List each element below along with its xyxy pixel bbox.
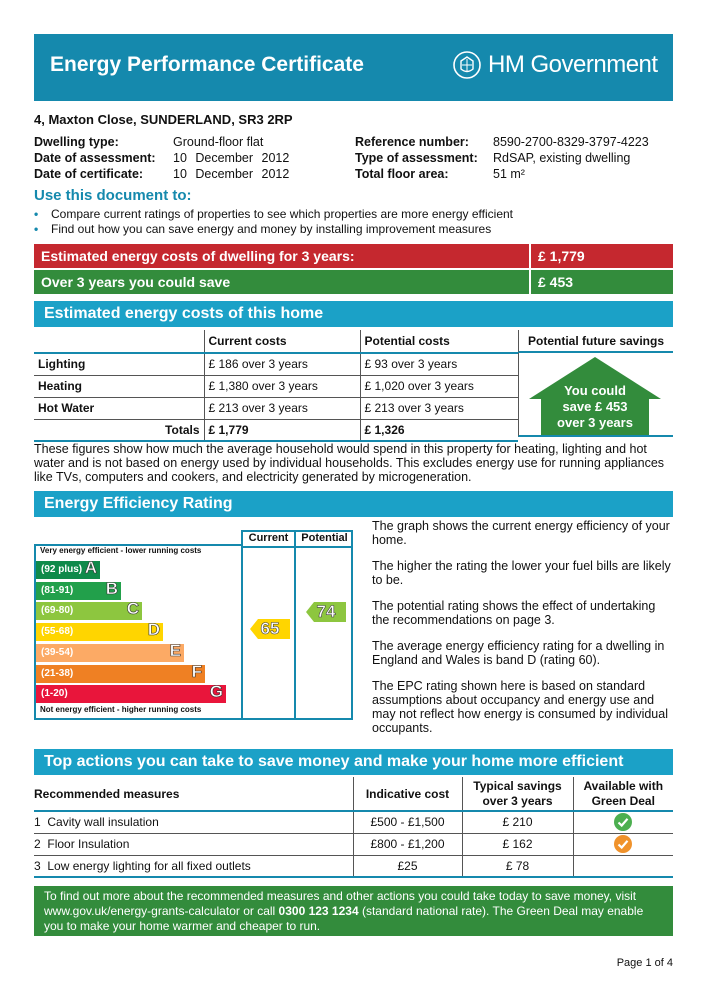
assessment-type-value: RdSAP, existing dwelling [493,151,631,165]
dwelling-type-value: Ground-floor flat [173,135,264,149]
assessment-date-label: Date of assessment: [34,151,156,165]
measure-name: Low energy lighting for all fixed outlets [47,858,251,873]
dwelling-type-label: Dwelling type: [34,135,119,149]
check-icon [614,813,632,831]
header-potential: Potential costs [360,330,518,353]
measure-number: 3 [34,858,41,873]
current-cost-cell: £ 186 over 3 years [204,353,360,375]
measure-cell [34,833,353,855]
efficiency-paragraph: The graph shows the current energy efficiency of your home. [372,519,670,547]
band-range: (21-38) [41,667,74,679]
green-deal-cell [573,855,673,877]
rating-band-a [36,558,100,579]
assessment-type-label: Type of assessment: [355,151,478,165]
totals-row [34,419,518,441]
savings-line-3: over 3 years [557,415,633,430]
current-rating-arrow [250,619,290,639]
totals-label: Totals [34,419,204,441]
green-deal-cell [573,833,673,855]
floor-area-label: Total floor area: [355,167,449,181]
list-item-text: Compare current ratings of properties to see which properties are more energy efficient [51,207,514,221]
list-item-text: Find out how you can save energy and money by installing improvement measures [51,222,492,236]
col-potential-label: Potential [301,532,348,544]
measure-name: Cavity wall insulation [47,815,159,830]
measure-number: 2 [34,837,41,851]
total-potential: £ 1,326 [360,419,518,441]
costs-table [34,330,518,442]
costs-section-title: Estimated energy costs of this home [34,301,673,327]
list-item [34,222,513,237]
band-range: (92 plus) [41,564,83,575]
saving-cell: £ 210 [462,811,573,833]
rating-band-e [36,640,184,662]
rating-band-c [36,599,142,620]
savings-line-1: You could [564,383,626,398]
band-range: (81-91) [41,584,74,596]
list-item [34,207,513,222]
band-range: (39-54) [41,646,74,658]
header-savings: Typical savings over 3 years [462,777,573,811]
measure-number: 1 [34,815,41,830]
estimated-costs-value: £ 1,779 [531,244,673,268]
header-future-savings: Potential future savings [518,330,673,353]
efficiency-section-title: Energy Efficiency Rating [34,491,673,517]
band-letter: D [147,620,160,640]
check-icon [614,835,632,853]
header-green-deal: Available with Green Deal [573,777,673,811]
table-row [34,833,673,855]
savings-cell [518,353,673,437]
saving-cell: £ 78 [462,855,573,877]
footer-text: To find out more about the recommended measures and other actions you could take today to save money, visit www.gov.uk/energy-grants-calculator or call [44,889,637,918]
band-letter: F [191,661,202,681]
measure-cell [34,811,353,833]
bullet-icon: • [34,207,39,221]
band-letter: B [105,578,118,598]
actions-table [34,777,673,878]
hm-government-logo [452,50,658,80]
reference-label: Reference number: [355,135,469,149]
savings-line-2: save £ 453 [562,399,628,414]
costs-note: These figures show how much the average household would spend in this property for heating, lighting and hot water and is not based on energy used by individual households. This excludes energy use for running appliances like TVs, computers and cookers, and electricity generated by microgeneration. [34,442,665,484]
potential-cost-cell: £ 93 over 3 years [360,353,518,375]
measure-cell [34,855,353,877]
band-range: (1-20) [41,688,68,700]
table-row [34,855,673,877]
table-row [34,375,518,397]
table-row [34,397,518,419]
details-right [355,134,649,182]
header-cost: Indicative cost [353,777,462,811]
potential-rating-arrow [306,602,346,622]
band-letter: E [169,640,181,660]
page-number: Page 1 of 4 [616,957,673,969]
efficiency-paragraph: The potential rating shows the effect of undertaking the recommendations on page 3. [372,599,656,627]
savings-house-text [527,383,663,431]
table-header-row [34,777,673,811]
measure-name: Floor Insulation [47,837,130,851]
rating-band-d [36,620,163,641]
footer-info [34,886,673,936]
potential-cost-cell: £ 213 over 3 years [360,397,518,419]
footer-phone: 0300 123 1234 [278,904,359,918]
saving-cell: £ 162 [462,833,573,855]
actions-section-title: Top actions you can take to save money and make your home more efficient [34,749,673,775]
assessment-date-value: 10 December 2012 [173,151,290,165]
cost-cell: £500 - £1,500 [353,811,462,833]
header-cell [34,330,204,353]
reference-value: 8590-2700-8329-3797-4223 [493,135,649,149]
bullet-icon: • [34,222,39,236]
certificate-date-label: Date of certificate: [34,167,144,181]
rating-band-f [36,661,205,683]
green-deal-cell [573,811,673,833]
estimated-costs-bar: Estimated energy costs of dwelling for 3 years: [34,244,529,268]
cost-cell: £800 - £1,200 [353,833,462,855]
certificate-date-value: 10 December 2012 [173,167,290,181]
header-rule [241,546,353,548]
royal-crest-icon [452,50,482,80]
table-row [34,353,518,375]
floor-area-value: 51 m² [493,167,525,181]
potential-column [296,530,353,720]
band-range: (55-68) [41,626,74,638]
total-current: £ 1,779 [204,419,360,441]
potential-cost-cell: £ 1,020 over 3 years [360,375,518,397]
table-header-row [34,330,518,353]
row-label: Hot Water [34,397,204,419]
footer-text-end: (standard national rate). The Green Deal may enable you to make your home warmer and cheaper to run. [44,904,644,933]
current-rating-value: 65 [260,619,280,639]
row-label: Heating [34,375,204,397]
col-current-label: Current [248,532,289,544]
top-scale-label: Very energy efficient - lower running costs [40,546,202,555]
header-measure: Recommended measures [34,777,353,811]
bottom-scale-label: Not energy efficient - higher running costs [40,705,202,714]
use-document-title: Use this document to: [34,187,192,204]
band-letter: G [209,682,223,702]
page-title: Energy Performance Certificate [50,53,364,76]
use-document-list [34,207,513,237]
row-label: Lighting [34,353,204,375]
savings-value: £ 453 [531,270,673,294]
band-letter: A [84,558,97,577]
efficiency-paragraph: The higher the rating the lower your fuel bills are likely to be. [372,559,671,587]
potential-rating-value: 74 [316,602,336,622]
current-cost-cell: £ 213 over 3 years [204,397,360,419]
savings-bar: Over 3 years you could save [34,270,529,294]
band-range: (69-80) [41,605,74,617]
efficiency-paragraph: The average energy efficiency rating for a dwelling in England and Wales is band D (rating 60). [372,639,665,667]
current-cost-cell: £ 1,380 over 3 years [204,375,360,397]
brand-text: HM Government [488,51,658,78]
cost-cell: £25 [353,855,462,877]
header-current: Current costs [204,330,360,353]
rating-band-b [36,578,121,600]
details-left [34,134,289,182]
rating-band-g [36,682,226,703]
property-address: 4, Maxton Close, SUNDERLAND, SR3 2RP [34,112,293,127]
band-letter: C [126,599,139,619]
efficiency-paragraph: The EPC rating shown here is based on standard assumptions about occupancy and energy use and may not reflect how energy is consumed by individual occupants. [372,679,668,735]
table-row [34,811,673,833]
